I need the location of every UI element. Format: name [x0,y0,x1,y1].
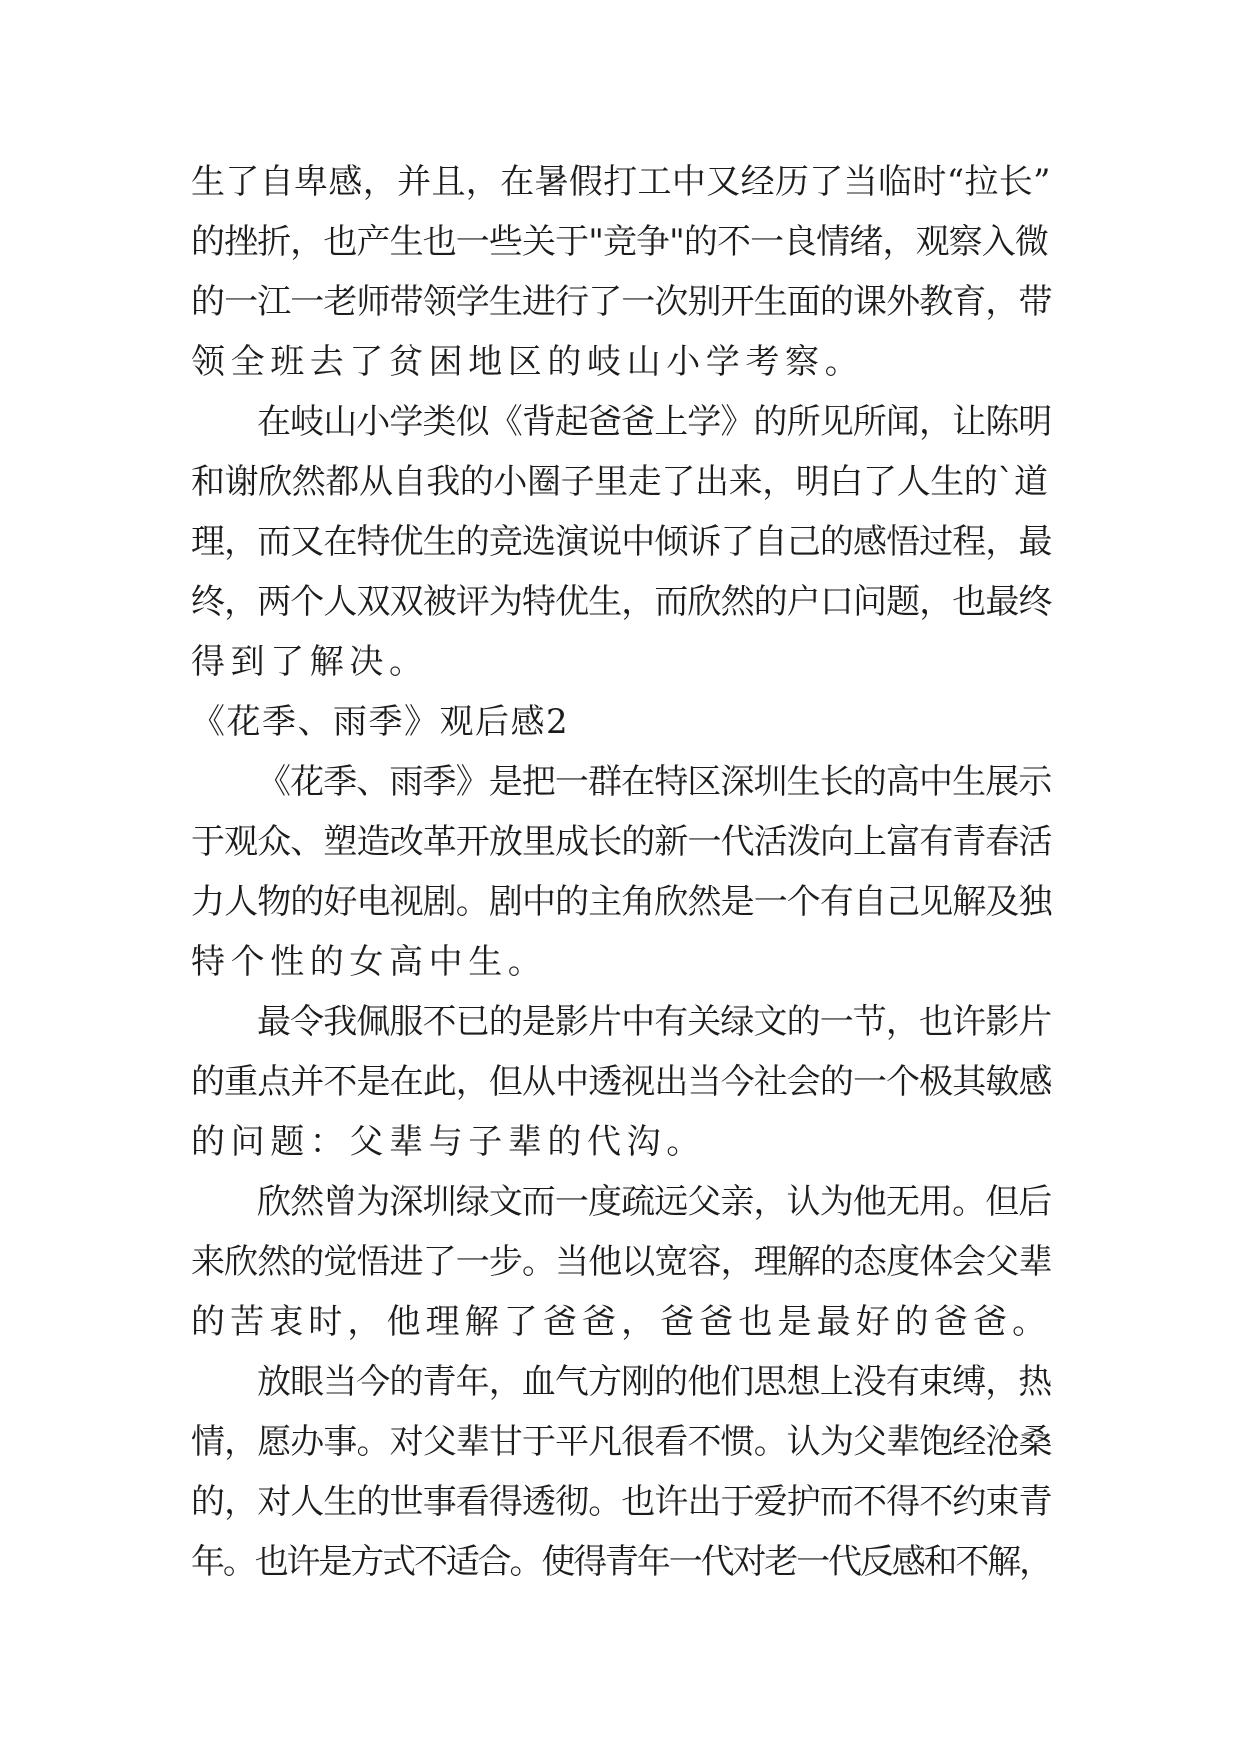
text-line: 的，对人生的世事看得透彻。也许出于爱护而不得不约束青 [191,1482,1052,1522]
text-line: 的问题：父辈与子辈的代沟。 [191,1122,706,1162]
text-line: 的一江一老师带领学生进行了一次别开生面的课外教育，带 [191,282,1052,322]
text-line: 的苦衷时，他理解了爸爸，爸爸也是最好的爸爸。 [191,1302,1052,1342]
text-line: 来欣然的觉悟进了一步。当他以宽容，理解的态度体会父辈 [191,1242,1052,1282]
text-line: 的挫折，也产生也一些关于"竞争"的不一良情绪，观察入微 [191,222,1048,262]
text-line: 力人物的好电视剧。剧中的主角欣然是一个有自己见解及独 [191,882,1052,922]
text-line: 和谢欣然都从自我的小圈子里走了出来，明白了人生的`道 [191,462,1048,502]
paragraph-first-line: 放眼当今的青年，血气方刚的他们思想上没有束缚，热 [257,1362,1052,1402]
text-line: 年。也许是方式不适合。使得青年一代对老一代反感和不解， [191,1542,1051,1582]
text-line: 情，愿办事。对父辈甘于平凡很看不惯。认为父辈饱经沧桑 [191,1422,1052,1462]
paragraph-first-line: 欣然曾为深圳绿文而一度疏远父亲，认为他无用。但后 [257,1182,1052,1222]
text-line: 终，两个人双双被评为特优生，而欣然的户口问题，也最终 [191,582,1052,622]
text-line: 得到了解决。 [191,642,429,682]
text-line: 特个性的女高中生。 [191,942,548,982]
text-line: 于观众、塑造改革开放里成长的新一代活泼向上富有青春活 [191,822,1052,862]
paragraph-first-line: 《花季、雨季》是把一群在特区深圳生长的高中生展示 [257,762,1052,802]
text-line: 领全班去了贫困地区的岐山小学考察。 [191,342,865,382]
paragraph-first-line: 最令我佩服不已的是影片中有关绿文的一节，也许影片 [257,1002,1052,1042]
text-line: 生了自卑感，并且，在暑假打工中又经历了当临时“拉长” [191,162,1051,202]
section-heading: 《花季、雨季》观后感2 [191,702,570,742]
paragraph-first-line: 在岐山小学类似《背起爸爸上学》的所见所闻，让陈明 [257,402,1052,442]
text-line: 理，而又在特优生的竞选演说中倾诉了自己的感悟过程，最 [191,522,1052,562]
document-body [191,152,1051,1592]
text-line: 的重点并不是在此，但从中透视出当今社会的一个极其敏感 [191,1062,1052,1102]
